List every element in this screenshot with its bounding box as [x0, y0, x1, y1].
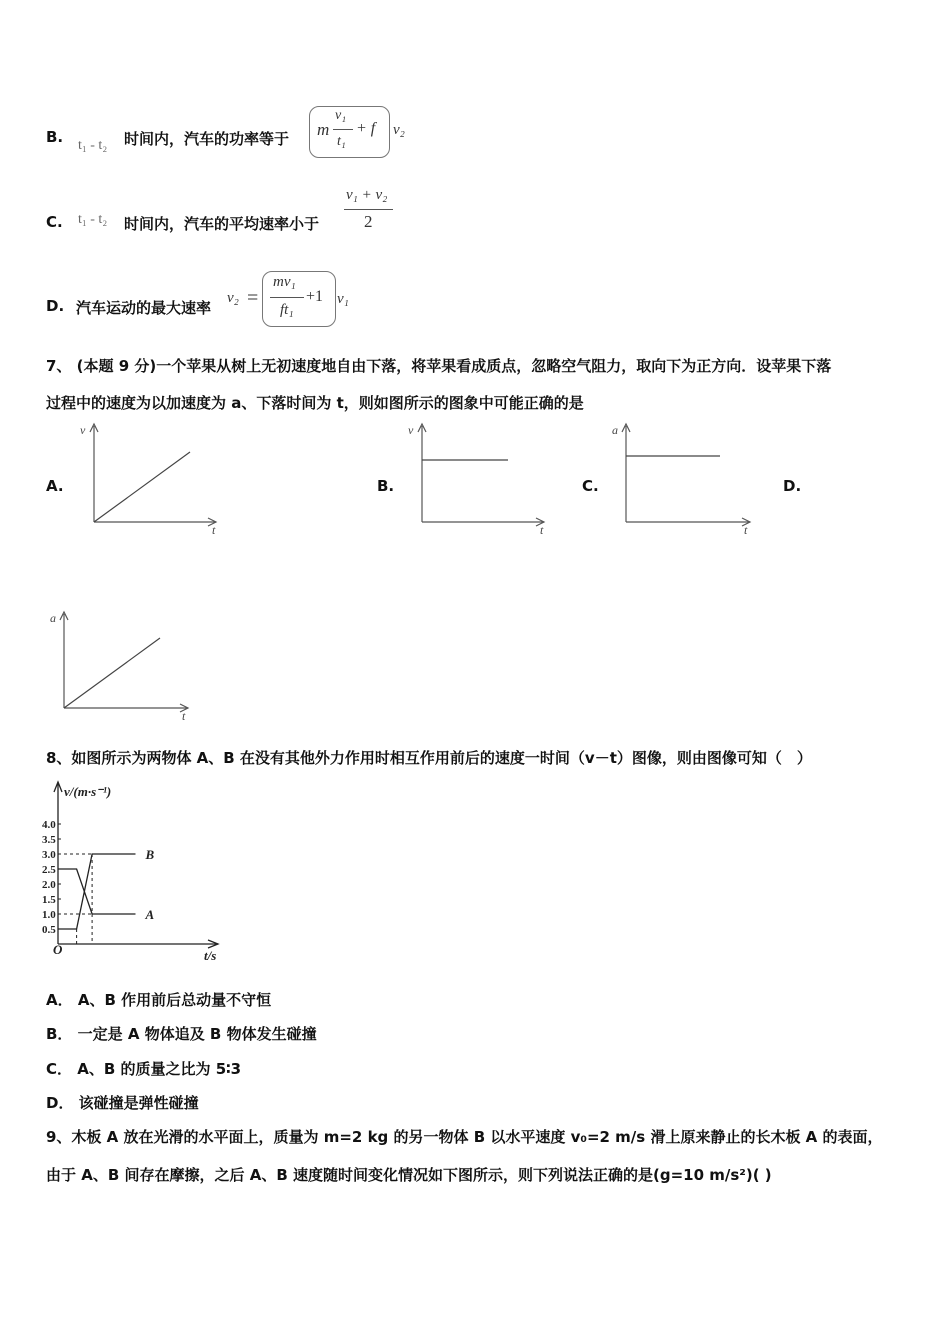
q7-option-c-label: C.: [582, 477, 599, 495]
formula-v1: v₁: [337, 291, 349, 307]
y-tick-label: 3.5: [42, 834, 56, 846]
q9-stem-line1: 9、木板 A 放在光滑的水平面上，质量为 m=2 kg 的另一物体 B 以水平速度 v₀=2 m/s 滑上原来静止的长木板 A 的表面，: [46, 1128, 883, 1146]
q6-option-c-label: C.: [46, 213, 63, 231]
q7-graph-d: [44, 606, 194, 726]
y-tick-label: 2.0: [42, 879, 56, 891]
formula-plus-one: +1: [306, 288, 324, 305]
q6-c-time-interval: t₁ - t₂: [78, 212, 108, 227]
q7-stem-line1: 7、 (本题 9 分)一个苹果从树上无初速度地自由下落，将苹果看成质点，忽略空气阻力，取向下为正方向．设苹果下落: [46, 357, 832, 375]
q8-option-d: D． 该碰撞是弹性碰撞: [46, 1094, 199, 1112]
origin-label: O: [53, 942, 63, 957]
q6-d-text: 汽车运动的最大速率: [76, 299, 212, 317]
series-line-a: [58, 869, 136, 914]
q6-b-text: 时间内，汽车的功率等于: [124, 130, 290, 148]
q7-graph-b: [400, 420, 550, 540]
y-axis-label: v: [408, 423, 414, 437]
y-tick-label: 1.5: [42, 894, 56, 906]
series-line-v: [94, 452, 190, 522]
q8-vt-chart: [40, 778, 240, 968]
y-tick-label: 2.5: [42, 864, 56, 876]
q8-option-b: B． 一定是 A 物体追及 B 物体发生碰撞: [46, 1025, 317, 1043]
formula-den: t₁: [337, 134, 346, 149]
series-label-b: B: [145, 847, 155, 862]
q6-c-text: 时间内，汽车的平均速率小于: [124, 215, 320, 233]
series-label-a: A: [145, 907, 155, 922]
formula-plus-f: + f: [356, 120, 376, 137]
formula-num: v₁ + v₂: [346, 187, 388, 203]
q6-option-b-label: B.: [46, 128, 64, 146]
x-axis-label: t: [744, 523, 748, 537]
q8-option-a: A． A、B 作用前后总动量不守恒: [46, 991, 272, 1009]
q9-stem-line2: 由于 A、B 间存在摩擦，之后 A、B 速度随时间变化情况如下图所示，则下列说法正确的是(g=10 m/s²)( ): [46, 1166, 772, 1184]
q7-option-a-label: A.: [46, 477, 64, 495]
y-tick-label: 3.0: [42, 849, 56, 861]
q6-option-d-label: D.: [46, 297, 65, 315]
y-axis-label: a: [612, 423, 618, 437]
series-line-a: [64, 638, 160, 708]
y-tick-label: 1.0: [42, 909, 56, 921]
x-axis-label: t/s: [204, 948, 217, 963]
q7-stem-line2: 过程中的速度为以加速度为 a、下落时间为 t，则如图所示的图象中可能正确的是: [46, 394, 584, 412]
y-axis-label: a: [50, 611, 56, 625]
q8-option-c: C． A、B 的质量之比为 5∶3: [46, 1060, 242, 1078]
formula-v2: v₂: [227, 290, 239, 306]
formula-m: m: [317, 120, 330, 139]
y-tick-label: 4.0: [42, 819, 56, 831]
x-axis-label: t: [182, 709, 186, 723]
x-axis-label: t: [540, 523, 544, 537]
y-axis-label: v: [80, 423, 86, 437]
q7-graph-c: [604, 420, 754, 540]
q6-b-time-interval: t₁ - t₂: [78, 138, 108, 153]
formula-num: mv₁: [273, 274, 296, 290]
formula-den: 2: [364, 212, 373, 231]
formula-equals: =: [247, 287, 259, 309]
formula-den: ft₁: [280, 302, 294, 318]
q7-option-d-label: D.: [783, 477, 802, 495]
q8-stem: 8、如图所示为两物体 A、B 在没有其他外力作用时相互作用前后的速度一时间（v－t）图像，则由图像可知（ ）: [46, 749, 812, 767]
series-line-b: [58, 854, 136, 929]
formula-v2: v₂: [393, 122, 405, 138]
q7-graph-a: [74, 420, 224, 540]
y-tick-label: 0.5: [42, 924, 56, 936]
y-axis-label: v/(m·s⁻¹): [64, 784, 112, 799]
q7-option-b-label: B.: [377, 477, 395, 495]
formula-num: v₁: [335, 108, 347, 123]
x-axis-label: t: [212, 523, 216, 537]
